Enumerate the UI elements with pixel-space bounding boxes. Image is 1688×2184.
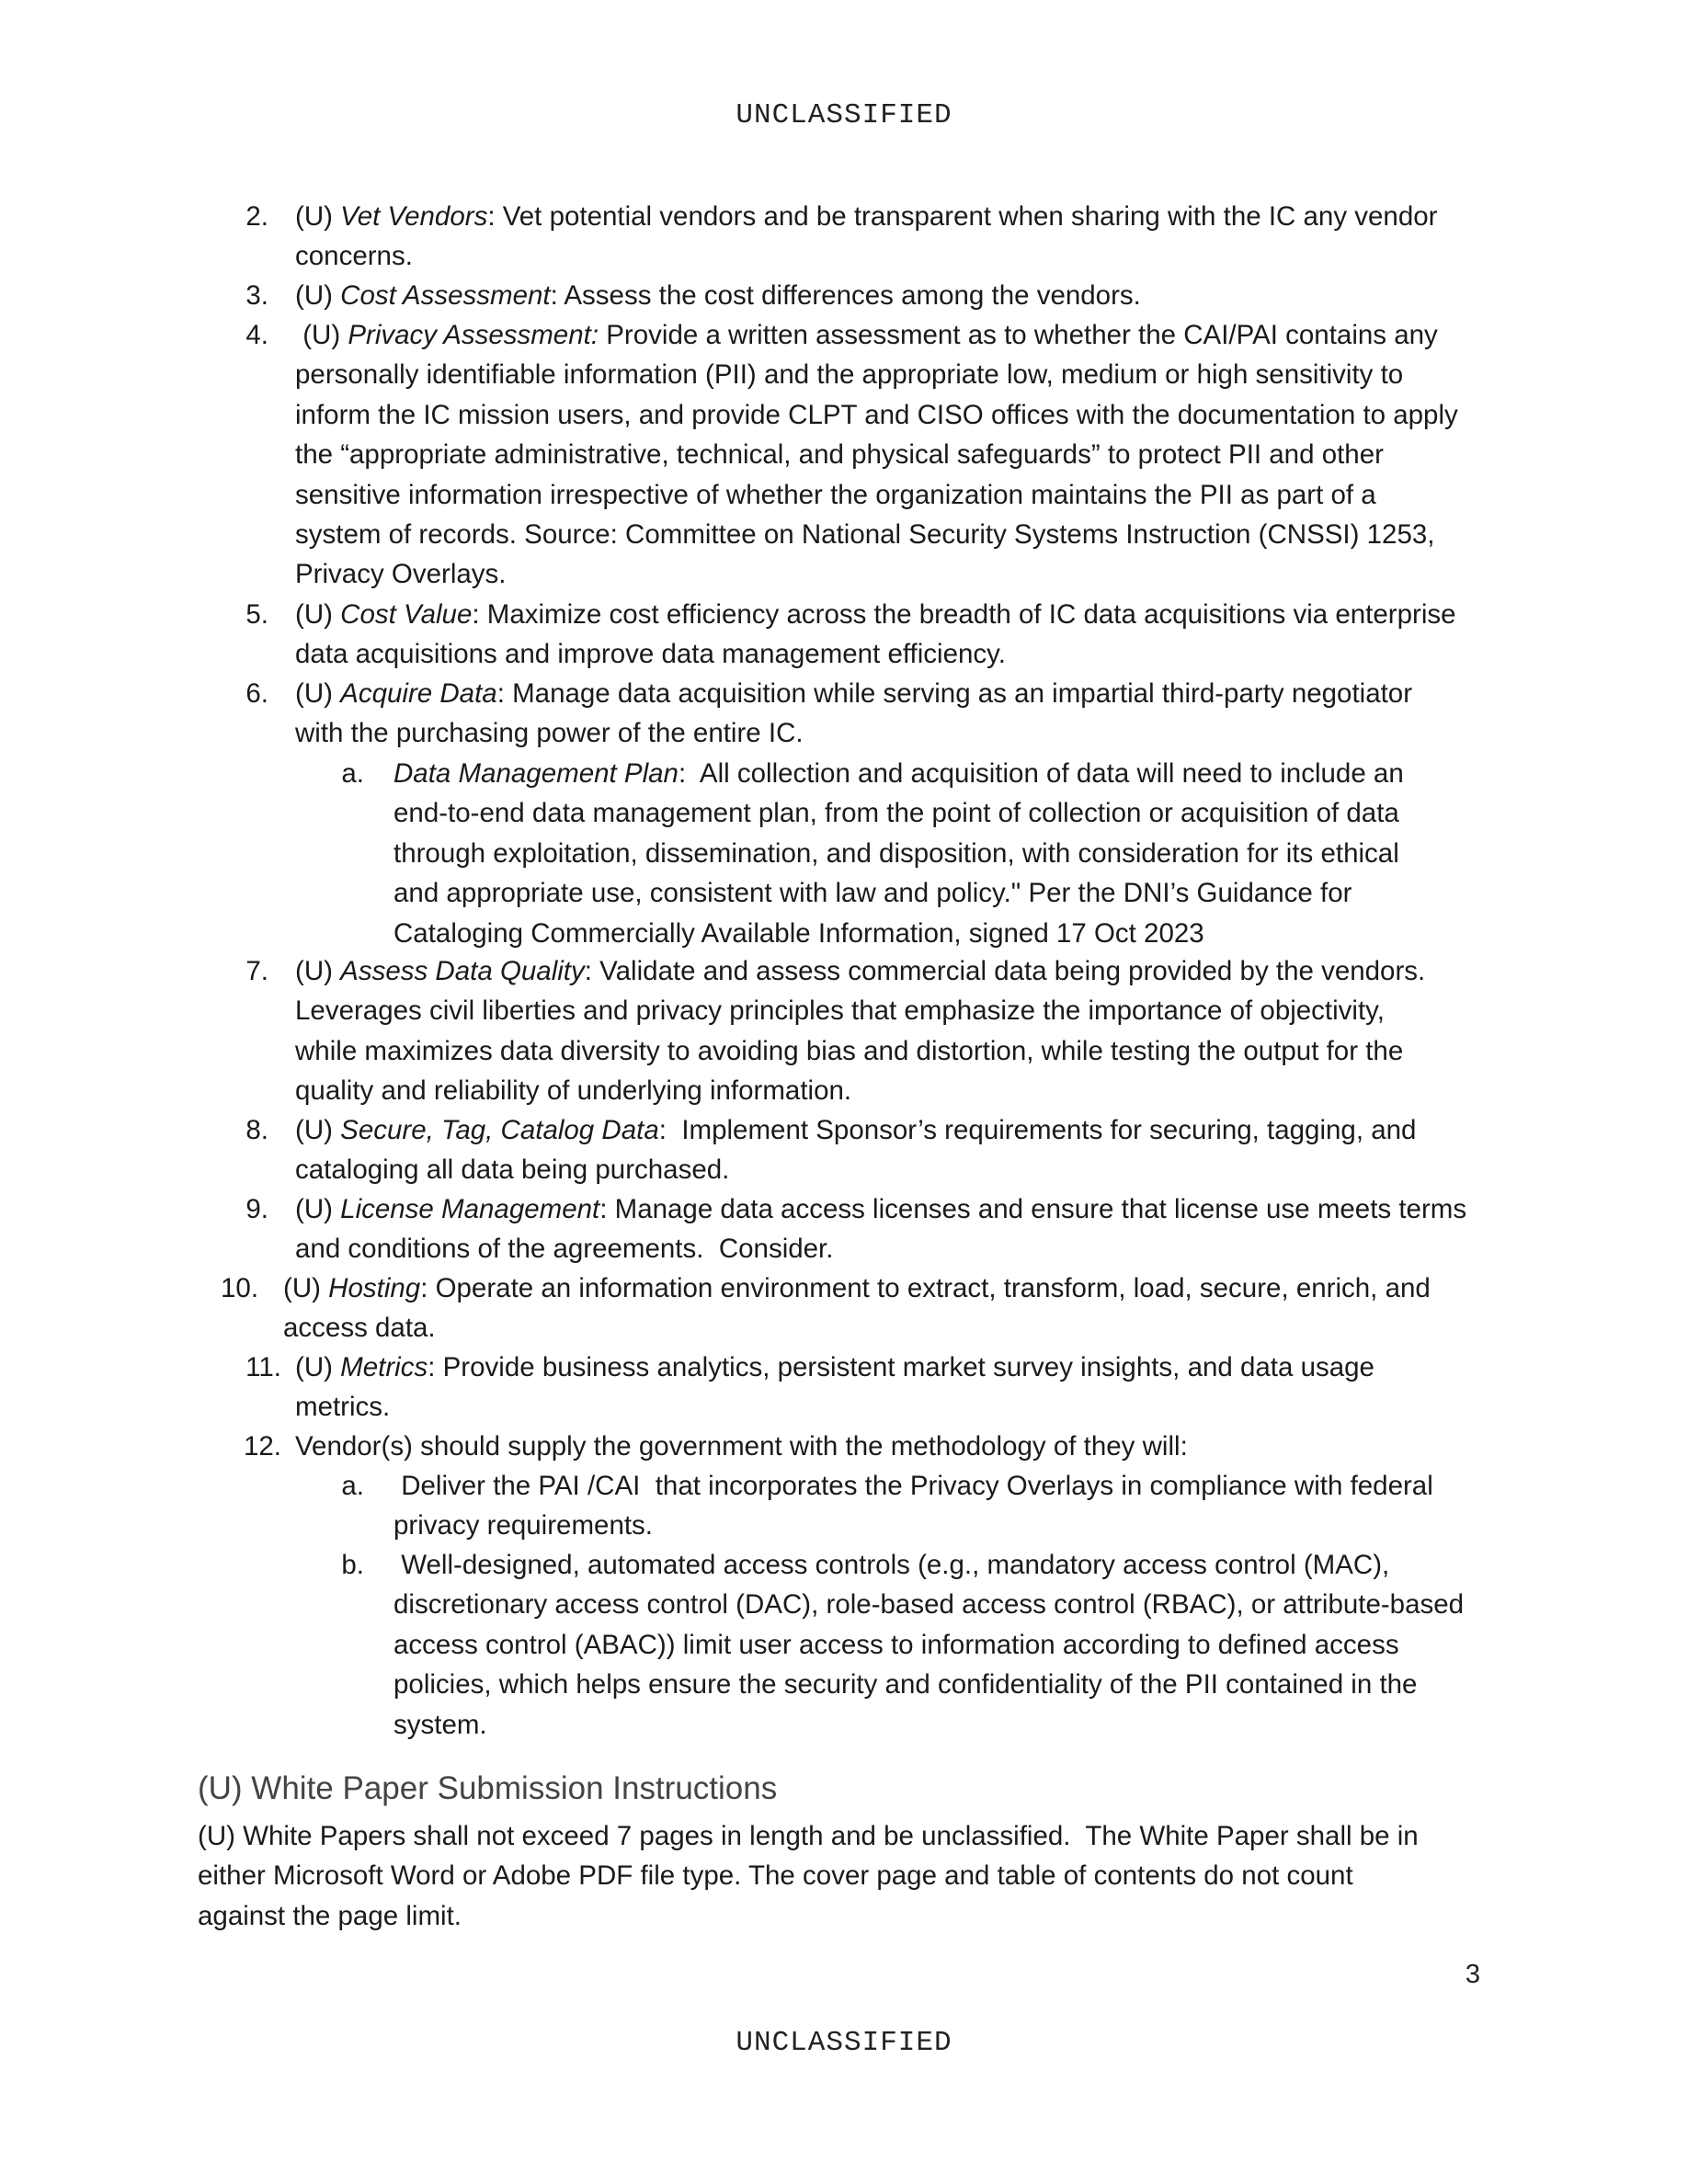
list-letter: a.: [341, 758, 364, 789]
item-text: : Manage data acquisition while serving as an impartial third-party negotiator: [496, 678, 1413, 709]
item-lead: (U): [295, 1352, 341, 1382]
list-number: 9.: [245, 1194, 268, 1224]
list-number: 12.: [243, 1431, 281, 1462]
item-text: : Manage data access licenses and ensure that license use meets terms: [599, 1194, 1467, 1224]
item-text: Provide a written assessment as to whether the CAI/PAI contains any: [599, 320, 1438, 350]
item-line: personally identifiable information (PII) and the appropriate low, medium or high sensitivity to: [295, 359, 1404, 391]
item-text: : Operate an information environment to extract, transform, load, secure, enrich, and: [420, 1273, 1431, 1303]
item-line: metrics.: [295, 1392, 391, 1423]
item-lead: (U): [295, 280, 341, 311]
list-number: 11.: [245, 1352, 281, 1382]
item-line: Privacy Overlays.: [295, 559, 507, 590]
item-title: Hosting: [328, 1273, 421, 1303]
item-line: discretionary access control (DAC), role-based access control (RBAC), or attribute-based: [393, 1589, 1465, 1621]
item-line: inform the IC mission users, and provide CLPT and CISO offices with the documentation to apply: [295, 399, 1458, 430]
item-line: sensitive information irrespective of whether the organization maintains the PII as part of a: [295, 479, 1376, 510]
list-letter: b.: [341, 1550, 364, 1580]
item-line: and appropriate use, consistent with law and policy." Per the DNI’s Guidance for: [393, 878, 1352, 909]
list-number: 3.: [245, 280, 268, 311]
item-line: and conditions of the agreements. Consider.: [295, 1234, 834, 1265]
item-line: with the purchasing power of the entire IC.: [295, 718, 804, 749]
item-title: Acquire Data: [340, 678, 497, 709]
list-letter: a.: [341, 1471, 364, 1501]
item-line: Leverages civil liberties and privacy principles that emphasize the importance of objectivity,: [295, 995, 1385, 1027]
item-title: License Management: [340, 1194, 600, 1224]
classification-marking-header: UNCLASSIFIED: [736, 99, 952, 131]
item-lead: (U): [295, 201, 341, 232]
item-title: Data Management Plan: [393, 758, 679, 789]
item-text: : Assess the cost differences among the vendors.: [550, 280, 1141, 311]
paragraph-line: against the page limit.: [198, 1900, 462, 1931]
section-heading: (U) White Paper Submission Instructions: [198, 1770, 778, 1806]
item-title: Privacy Assessment:: [348, 320, 599, 350]
classification-marking-footer: UNCLASSIFIED: [736, 2027, 952, 2059]
item-title: Cost Assessment: [340, 280, 551, 311]
item-text: : Implement Sponsor’s requirements for securing, tagging, and: [658, 1115, 1417, 1145]
list-number: 4.: [245, 320, 268, 350]
item-title: Cost Value: [340, 599, 473, 630]
item-line: access control (ABAC)) limit user access to information according to defined access: [393, 1629, 1399, 1660]
item-line: cataloging all data being purchased.: [295, 1155, 730, 1186]
section-paragraph: [198, 1816, 1419, 1936]
item-lead: (U): [295, 320, 348, 350]
item-text: Vendor(s) should supply the government with the methodology of they will:: [295, 1431, 1188, 1462]
item-title: Assess Data Quality: [340, 956, 585, 986]
item-line: policies, which helps ensure the security and confidentiality of the PII contained in the: [393, 1669, 1418, 1701]
item-text: : Provide business analytics, persistent market survey insights, and data usage: [428, 1352, 1374, 1382]
item-line: end-to-end data management plan, from the point of collection or acquisition of data: [393, 798, 1399, 829]
item-text: Deliver the PAI /CAI that incorporates the Privacy Overlays in compliance with federal: [393, 1471, 1433, 1501]
item-title: Metrics: [340, 1352, 428, 1382]
item-text: : All collection and acquisition of data will need to include an: [678, 758, 1404, 789]
item-line: privacy requirements.: [393, 1510, 653, 1541]
item-line: through exploitation, dissemination, and disposition, with consideration for its ethical: [393, 837, 1399, 869]
item-line: the “appropriate administrative, technical, and physical safeguards” to protect PII and other: [295, 439, 1384, 471]
item-title: Vet Vendors: [340, 201, 488, 232]
paragraph-line: (U) White Papers shall not exceed 7 pages in length and be unclassified. The White Paper shall be in: [198, 1821, 1419, 1851]
item-lead: (U): [295, 1115, 341, 1145]
paragraph-line: either Microsoft Word or Adobe PDF file type. The cover page and table of contents do not count: [198, 1860, 1353, 1892]
item-line: while maximizes data diversity to avoiding bias and distortion, while testing the output for the: [295, 1035, 1404, 1066]
item-lead: (U): [295, 956, 341, 986]
item-line: quality and reliability of underlying information.: [295, 1075, 852, 1107]
page-number: 3: [1465, 1960, 1480, 1989]
list-number: 5.: [245, 599, 268, 630]
item-text: : Maximize cost efficiency across the breadth of IC data acquisitions via enterprise: [472, 599, 1456, 630]
item-lead: (U): [295, 678, 341, 709]
item-line: access data.: [283, 1313, 436, 1344]
list-number: 8.: [245, 1115, 268, 1145]
item-title: Secure, Tag, Catalog Data: [340, 1115, 659, 1145]
item-line: data acquisitions and improve data management efficiency.: [295, 639, 1006, 670]
item-lead: (U): [295, 599, 341, 630]
list-number: 6.: [245, 678, 268, 709]
item-line: concerns.: [295, 241, 413, 272]
item-line: system of records. Source: Committee on National Security Systems Instruction (CNSSI) 1253,: [295, 519, 1435, 551]
list-number: 10.: [221, 1273, 259, 1303]
item-line: Cataloging Commercially Available Information, signed 17 Oct 2023: [393, 917, 1204, 949]
item-lead: (U): [295, 1194, 341, 1224]
list-number: 2.: [245, 201, 268, 232]
item-lead: (U): [283, 1273, 329, 1303]
item-text: Well-designed, automated access controls (e.g., mandatory access control (MAC),: [393, 1550, 1390, 1580]
list-number: 7.: [245, 956, 268, 986]
item-text: : Vet potential vendors and be transparent when sharing with the IC any vendor: [487, 201, 1438, 232]
item-line: system.: [393, 1709, 487, 1740]
item-text: : Validate and assess commercial data being provided by the vendors.: [584, 956, 1426, 986]
